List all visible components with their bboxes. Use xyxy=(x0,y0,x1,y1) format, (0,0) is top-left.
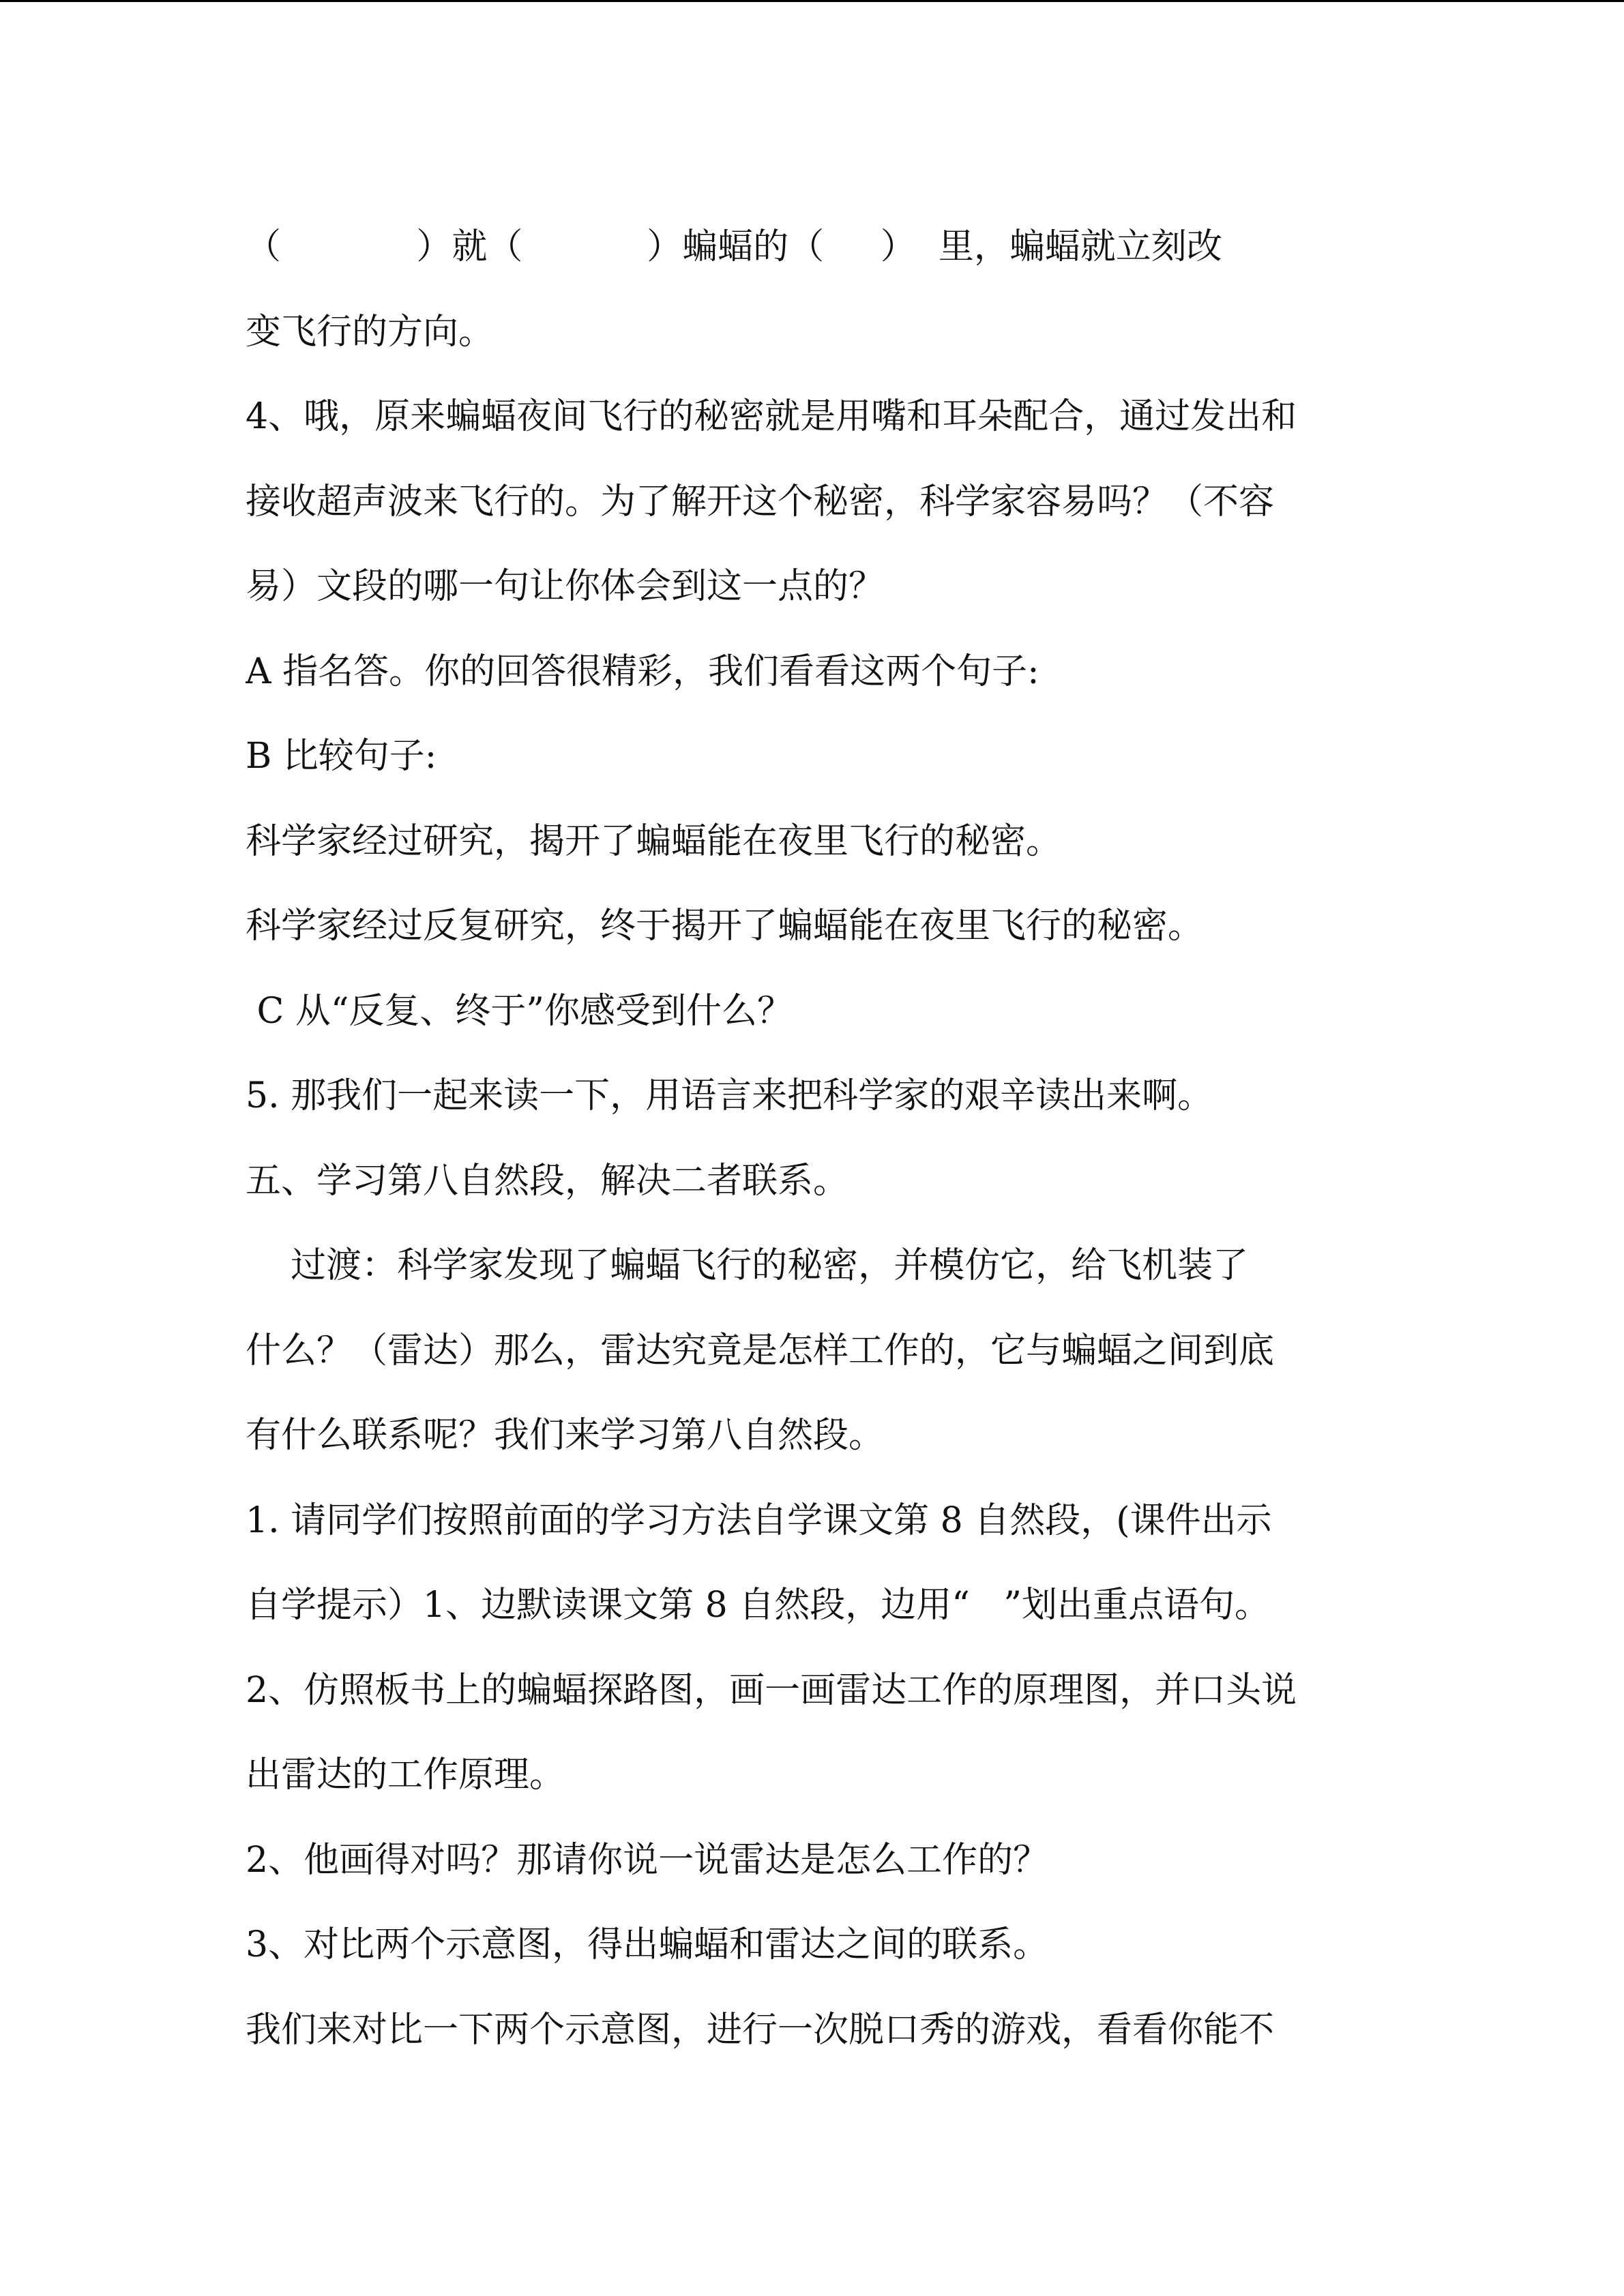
text-line: 科学家经过研究，揭开了蝙蝠能在夜里飞行的秘密。 xyxy=(246,820,1062,862)
text-line: B 比较句子: xyxy=(246,736,437,777)
text-line: 出雷达的工作原理。 xyxy=(246,1755,565,1795)
text-line: 过渡：科学家发现了蝙蝠飞行的秘密，并模仿它，给飞机装了 xyxy=(246,1245,1249,1286)
text-line: 变飞行的方向。 xyxy=(246,311,494,353)
text-line: C 从“反复、终于”你感受到什么？ xyxy=(246,990,793,1032)
text-line: 2、仿照板书上的蝙蝠探路图，画一画雷达工作的原理图，并口头说 xyxy=(246,1669,1297,1711)
text-line: 科学家经过反复研究，终于揭开了蝙蝠能在夜里飞行的秘密。 xyxy=(246,906,1204,946)
text-line: 我们来对比一下两个示意图，进行一次脱口秀的游戏，看看你能不 xyxy=(246,2009,1275,2051)
top-border-line xyxy=(0,0,1624,2)
text-line: 有什么联系呢？我们来学习第八自然段。 xyxy=(246,1415,885,1456)
text-line: 2、他画得对吗？那请你说一说雷达是怎么工作的？ xyxy=(246,1839,1049,1881)
text-line: 5. 那我们一起来读一下，用语言来把科学家的艰辛读出来啊。 xyxy=(246,1075,1213,1116)
text-line: 接收超声波来飞行的。为了解开这个秘密，科学家容易吗？（不容 xyxy=(246,481,1275,522)
text-line: 3、对比两个示意图，得出蝙蝠和雷达之间的联系。 xyxy=(246,1924,1049,1965)
text-line: A 指名答。你的回答很精彩，我们看看这两个句子: xyxy=(246,651,1039,692)
text-line: 4、哦，原来蝙蝠夜间飞行的秘密就是用嘴和耳朵配合，通过发出和 xyxy=(246,396,1297,437)
text-line: 什么？（雷达）那么，雷达究竟是怎样工作的，它与蝙蝠之间到底 xyxy=(246,1330,1275,1371)
text-line: 易）文段的哪一句让你体会到这一点的？ xyxy=(246,566,885,607)
section-heading: 五、学习第八自然段，解决二者联系。 xyxy=(246,1160,849,1202)
text-line: 自学提示）1、边默读课文第 8 自然段，边用“ ”划出重点语句。 xyxy=(246,1585,1270,1626)
document-body xyxy=(246,205,1385,2072)
text-line: （ ）就（ ）蝙蝠的（ ） 里，蝙蝠就立刻改 xyxy=(246,226,1222,267)
text-line: 1. 请同学们按照前面的学习方法自学课文第 8 自然段，(课件出示 xyxy=(246,1500,1272,1541)
